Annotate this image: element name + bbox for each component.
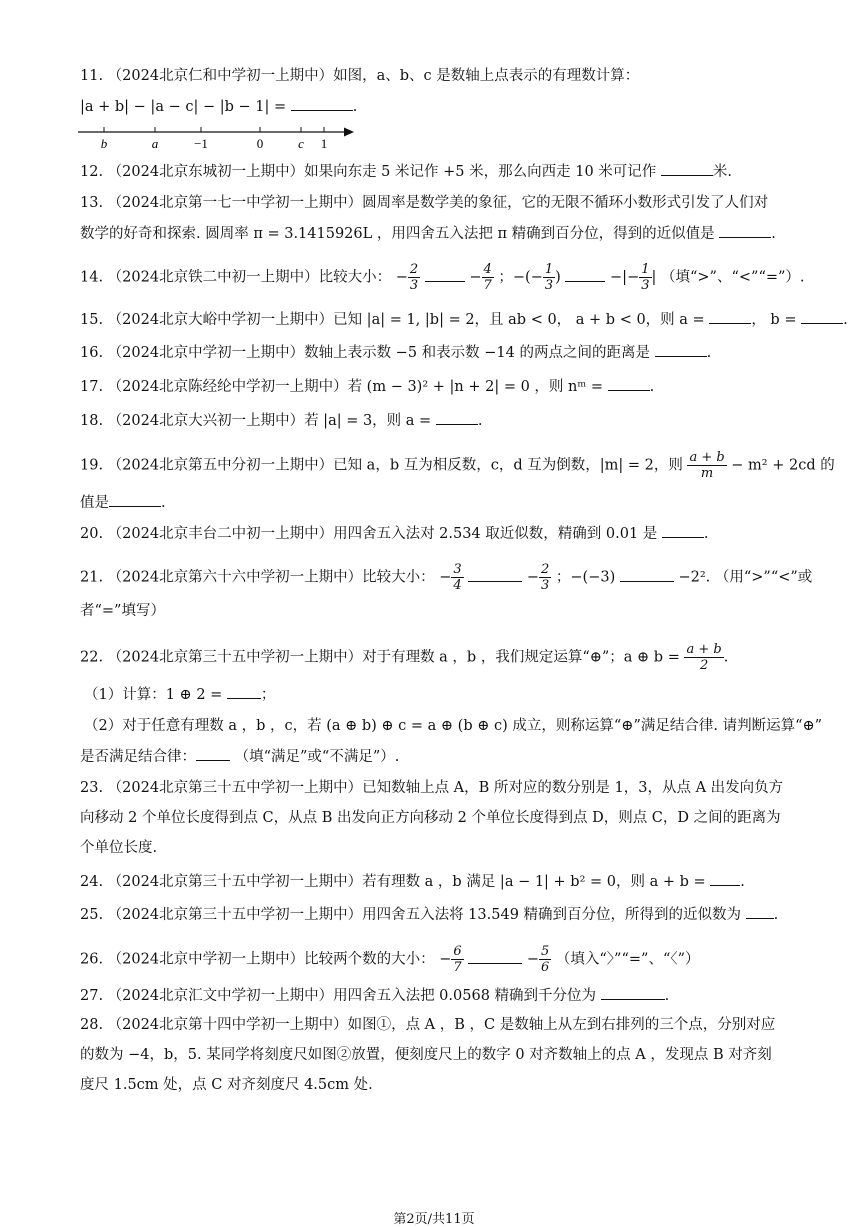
question-26: 26. （2024北京中学初一上期中）比较两个数的大小： − $\frac{6}{7}$ − $\frac{5}{6}$ （填入“〉”“=”、“〈”） [80, 944, 700, 975]
question-23 [80, 778, 783, 798]
question-23-line3: 个单位长度. [80, 840, 158, 856]
question-22-part-1: （1）计算：1 ⊕ 2 = ； [84, 684, 275, 705]
answer-blank[interactable] [109, 492, 161, 507]
question-27: 27. （2024北京汇文中学初一上期中）用四舍五入法把 0.0568 精确到千分位为 . [80, 985, 669, 1006]
question-21: 21. （2024北京第六十六中学初一上期中）比较大小： − $\frac{3}{4}$ − $\frac{2}{3}$ ；−(−3) −2². （用“>”“<”或 [80, 562, 813, 593]
question-text: 12. （2024北京东城初一上期中）如果向东走 5 米记作 +5 米，那么向西走 10 米可记作 [80, 164, 657, 180]
question-24: 24. （2024北京第三十五中学初一上期中）若有理数 a ，b 满足 |a − 1| + b² = 0，则 a + b = . [80, 871, 745, 892]
answer-blank[interactable] [719, 223, 771, 238]
question-11 [80, 66, 639, 86]
answer-blank[interactable] [661, 161, 713, 176]
question-text: 16. （2024北京中学初一上期中）数轴上表示数 −5 和表示数 −14 的两点之间的距离是 [80, 345, 650, 361]
question-28 [80, 1015, 775, 1035]
question-text: 11. （2024北京仁和中学初一上期中）如图，a、b、c 是数轴上点表示的有理数计算： [80, 68, 640, 84]
question-text: 14. （2024北京铁二中初一上期中）比较大小： [80, 269, 392, 286]
question-text: 17. （2024北京陈经纶中学初一上期中）若 (m − 3)² + |n + 2| = 0 ，则 nᵐ = [80, 379, 604, 395]
tick-label-zero: 0 [256, 136, 264, 151]
question-13 [80, 193, 768, 213]
question-text: 21. （2024北京第六十六中学初一上期中）比较大小： [80, 569, 435, 586]
question-text: 25. （2024北京第三十五中学初一上期中）用四舍五入法将 13.549 精确到百分位，所得到的近似数为 [80, 907, 742, 923]
question-17: 17. （2024北京陈经纶中学初一上期中）若 (m − 3)² + |n + 2| = 0 ，则 nᵐ = . [80, 376, 654, 397]
answer-blank[interactable] [655, 342, 707, 357]
question-25: 25. （2024北京第三十五中学初一上期中）用四舍五入法将 13.549 精确到百分位，所得到的近似数为 . [80, 904, 778, 925]
arrow-icon [344, 128, 354, 137]
question-23-line2: 向移动 2 个单位长度得到点 C，从点 B 出发向正方向移动 2 个单位长度得到点 D，则点 C，D 之间的距离为 [80, 810, 781, 826]
answer-blank[interactable] [601, 985, 665, 1000]
tick-label-a: a [151, 136, 159, 151]
question-22: 22. （2024北京第三十五中学初一上期中）对于有理数 a ，b ，我们规定运算“⊕”；a ⊕ b = $\frac{a + b}{2}$ . [80, 642, 729, 673]
question-text: 19. （2024北京第五中分初一上期中）已知 a，b 互为相反数，c，d 互为倒数，|m| = 2，则 [80, 457, 683, 474]
tick-label-b: b [100, 136, 108, 151]
question-16: 16. （2024北京中学初一上期中）数轴上表示数 −5 和表示数 −14 的两点之间的距离是 . [80, 342, 711, 363]
question-12: 12. （2024北京东城初一上期中）如果向东走 5 米记作 +5 米，那么向西走 10 米可记作 米. [80, 161, 732, 182]
question-14: 14. （2024北京铁二中初一上期中）比较大小： − $\frac{2}{3}$ − $\frac{4}{7}$ ；−(− $\frac{1}{3}$ ) −|− $\frac{1}{3}$ | （填“>”、“<”“=”）. [80, 262, 805, 293]
fraction: $\frac{a + b}{2}$ [686, 642, 722, 673]
answer-blank[interactable] [468, 949, 522, 964]
answer-blank[interactable] [608, 376, 650, 391]
answer-blank[interactable] [746, 904, 774, 919]
question-text: 22. （2024北京第三十五中学初一上期中）对于有理数 a ，b ，我们规定运算“⊕”；a ⊕ b = [80, 649, 680, 666]
expression: |a + b| − |a − c| − |b − 1| = [80, 99, 291, 115]
answer-blank[interactable] [801, 309, 843, 324]
answer-blank[interactable] [709, 309, 751, 324]
fraction: $\frac{1}{3}$ [544, 262, 554, 293]
fraction: $\frac{a + b}{m}$ [689, 450, 725, 481]
answer-blank[interactable] [425, 267, 465, 282]
fraction: $\frac{2}{3}$ [409, 262, 419, 293]
fraction: $\frac{3}{4}$ [453, 562, 462, 593]
question-22-part-2-line2: 是否满足结合律： （填“满足”或“不满足”）. [80, 746, 399, 767]
answer-blank[interactable] [291, 96, 353, 111]
question-28-line3: 度尺 1.5cm 处，点 C 对齐刻度尺 4.5cm 处. [80, 1077, 373, 1093]
fraction: $\frac{4}{7}$ [483, 262, 492, 293]
question-19: 19. （2024北京第五中分初一上期中）已知 a，b 互为相反数，c，d 互为倒数，|m| = 2，则 $\frac{a + b}{m}$ − m² + 2cd 的 [80, 450, 835, 481]
question-text: 13. （2024北京第一七一中学初一上期中）圆周率是数学美的象征，它的无限不循环小数形式引发了人们对 [80, 195, 769, 211]
answer-blank[interactable] [710, 871, 740, 886]
question-18: 18. （2024北京大兴初一上期中）若 |a| = 3，则 a = . [80, 410, 482, 431]
question-text: 23. （2024北京第三十五中学初一上期中）已知数轴上点 A，B 所对应的数分别是 1，3，从点 A 出发向负方 [80, 780, 784, 796]
answer-blank[interactable] [662, 523, 704, 538]
question-20: 20. （2024北京丰台二中初一上期中）用四舍五入法对 2.534 取近似数，精确到 0.01 是 . [80, 523, 709, 544]
answer-blank[interactable] [436, 410, 478, 425]
question-19-line2: 值是 . [80, 492, 166, 513]
answer-blank[interactable] [620, 567, 674, 582]
question-22-part-2: （2）对于任意有理数 a ，b ，c，若 (a ⊕ b) ⊕ c = a ⊕ (b ⊕ c) 成立，则称运算“⊕”满足结合律. 请判断运算“⊕” [84, 718, 823, 734]
question-text: 24. （2024北京第三十五中学初一上期中）若有理数 a ，b 满足 |a − 1| + b² = 0，则 a + b = [80, 874, 706, 890]
question-text: 18. （2024北京大兴初一上期中）若 |a| = 3，则 a = [80, 413, 432, 429]
answer-blank[interactable] [468, 567, 522, 582]
tick-label-one: 1 [320, 136, 328, 151]
question-text: 27. （2024北京汇文中学初一上期中）用四舍五入法把 0.0568 精确到千分位为 [80, 988, 597, 1004]
question-text: 15. （2024北京大峪中学初一上期中）已知 |a| = 1, |b| = 2，且 ab < 0， a + b < 0，则 a = [80, 312, 705, 328]
fraction: $\frac{2}{3}$ [541, 562, 550, 593]
answer-blank[interactable] [565, 267, 605, 282]
fraction: $\frac{6}{7}$ [453, 944, 462, 975]
tick-label-minus-one: −1 [194, 136, 208, 151]
question-text: 20. （2024北京丰台二中初一上期中）用四舍五入法对 2.534 取近似数，精确到 0.01 是 [80, 526, 658, 542]
number-line-figure [78, 124, 368, 152]
question-text: 28. （2024北京第十四中学初一上期中）如图①，点 A ，B ，C 是数轴上从左到右排列的三个点，分别对应 [80, 1017, 776, 1033]
page-number: 第2页/共11页 [393, 1212, 475, 1227]
tick-label-c: c [298, 136, 304, 151]
question-13-line2: 数学的好奇和探索. 圆周率 π = 3.1415926L ，用四舍五入法把 π 精确到百分位，得到的近似值是 . [80, 223, 776, 244]
question-text: 26. （2024北京中学初一上期中）比较两个数的大小： [80, 951, 435, 968]
question-11-expression: |a + b| − |a − c| − |b − 1| = . [80, 96, 357, 117]
answer-blank[interactable] [196, 746, 230, 761]
question-21-line2: 者“=”填写） [80, 603, 165, 619]
fraction: $\frac{5}{6}$ [541, 944, 550, 975]
fraction: $\frac{1}{3}$ [641, 262, 650, 293]
question-28-line2: 的数为 −4，b，5. 某同学将刻度尺如图②放置，便刻度尺上的数字 0 对齐数轴上的点 A ，发现点 B 对齐刻 [80, 1047, 772, 1063]
answer-blank[interactable] [227, 684, 261, 699]
question-15: 15. （2024北京大峪中学初一上期中）已知 |a| = 1, |b| = 2，且 ab < 0， a + b < 0，则 a = ， b = . [80, 309, 848, 330]
